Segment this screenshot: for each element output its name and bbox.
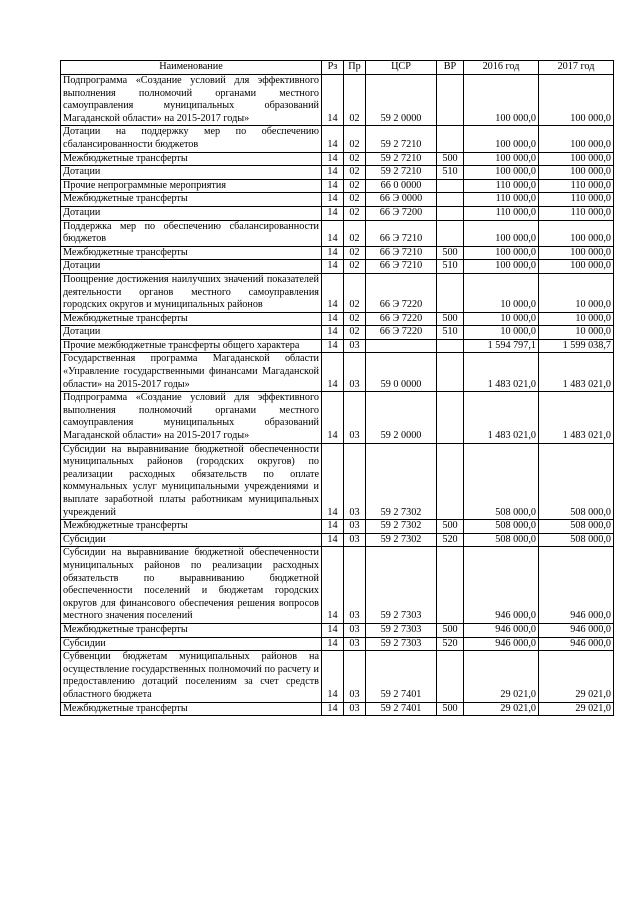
cell-2016: 110 000,0 [464,206,539,220]
cell-rz: 14 [322,623,344,637]
table-row [61,326,614,340]
cell-rz: 14 [322,75,344,126]
cell-2017: 1 483 021,0 [539,353,614,392]
cell-name: Поощрение достижения наилучших значений показателей деятельности органов местного самоуправления городских округов и муниципальных районов [61,273,322,312]
cell-name: Межбюджетные трансферты [61,623,322,637]
cell-2017: 508 000,0 [539,533,614,547]
cell-name: Межбюджетные трансферты [61,520,322,534]
cell-2016: 946 000,0 [464,637,539,651]
cell-csr: 59 2 7303 [366,637,437,651]
cell-vr [437,75,464,126]
cell-rz: 14 [322,220,344,246]
cell-2017: 10 000,0 [539,312,614,326]
table-row [61,193,614,207]
cell-rz: 14 [322,520,344,534]
cell-csr: 59 2 7210 [366,126,437,152]
table-row [61,246,614,260]
cell-2017: 110 000,0 [539,193,614,207]
cell-vr: 500 [437,246,464,260]
cell-csr: 59 2 0000 [366,75,437,126]
cell-rz: 14 [322,637,344,651]
cell-2016: 946 000,0 [464,623,539,637]
cell-pr: 03 [344,533,366,547]
cell-pr: 03 [344,651,366,702]
cell-name: Межбюджетные трансферты [61,193,322,207]
cell-vr: 510 [437,260,464,274]
cell-name: Подпрограмма «Создание условий для эффективного выполнения полномочий органами местного самоуправления муниципальных образований Магаданской области» на 2015-2017 годы» [61,392,322,443]
cell-2016: 29 021,0 [464,651,539,702]
table-row [61,206,614,220]
cell-pr: 02 [344,166,366,180]
cell-2016: 10 000,0 [464,312,539,326]
table-row [61,520,614,534]
table-row [61,637,614,651]
cell-name: Межбюджетные трансферты [61,702,322,716]
cell-2017: 29 021,0 [539,702,614,716]
table-row [61,152,614,166]
cell-vr: 500 [437,702,464,716]
cell-pr: 02 [344,326,366,340]
cell-2017: 110 000,0 [539,179,614,193]
cell-csr: 66 Э 7210 [366,246,437,260]
cell-rz: 14 [322,339,344,353]
cell-pr: 03 [344,547,366,624]
cell-2017: 946 000,0 [539,623,614,637]
cell-2016: 100 000,0 [464,75,539,126]
cell-pr: 03 [344,443,366,520]
cell-2017: 946 000,0 [539,547,614,624]
header-row [61,61,614,75]
cell-rz: 14 [322,193,344,207]
cell-2016: 508 000,0 [464,520,539,534]
cell-vr: 500 [437,520,464,534]
cell-csr: 66 Э 7220 [366,326,437,340]
cell-rz: 14 [322,260,344,274]
cell-name: Дотации [61,260,322,274]
cell-rz: 14 [322,702,344,716]
cell-csr: 59 2 7302 [366,533,437,547]
cell-pr: 02 [344,126,366,152]
cell-2016: 100 000,0 [464,246,539,260]
table-row [61,126,614,152]
cell-rz: 14 [322,547,344,624]
cell-2017: 10 000,0 [539,273,614,312]
cell-vr [437,651,464,702]
cell-rz: 14 [322,533,344,547]
cell-vr [437,220,464,246]
cell-name: Дотации [61,326,322,340]
table-row [61,220,614,246]
cell-rz: 14 [322,273,344,312]
cell-vr [437,339,464,353]
table-row [61,443,614,520]
cell-name: Поддержка мер по обеспечению сбалансированности бюджетов [61,220,322,246]
cell-pr: 02 [344,152,366,166]
cell-name: Межбюджетные трансферты [61,312,322,326]
table-header [61,61,614,75]
cell-name: Субсидии на выравнивание бюджетной обеспеченности муниципальных районов (городских округов) по реализации расходных обязательств по оплате коммунальных услуг муниципальными учреждениями и выплате заработной платы работникам муниципальных учреждений [61,443,322,520]
cell-pr: 03 [344,339,366,353]
cell-name: Субсидии [61,637,322,651]
cell-name: Субсидии на выравнивание бюджетной обеспеченности муниципальных районов по реализации расходных обязательств по выравниванию бюджетной обеспеченности поселений и бюджетам городских округов для финансового обеспечения решения вопросов местного значения поселений [61,547,322,624]
cell-rz: 14 [322,179,344,193]
budget-table [60,60,614,716]
cell-vr [437,179,464,193]
cell-name: Межбюджетные трансферты [61,246,322,260]
cell-csr: 66 Э 7210 [366,260,437,274]
cell-pr: 03 [344,520,366,534]
header-pr: Пр [344,61,366,75]
cell-vr [437,273,464,312]
table-row [61,651,614,702]
cell-name: Межбюджетные трансферты [61,152,322,166]
cell-csr: 59 2 7302 [366,520,437,534]
cell-csr: 66 Э 7220 [366,312,437,326]
cell-2016: 1 483 021,0 [464,353,539,392]
table-row [61,166,614,180]
cell-csr: 59 2 7401 [366,651,437,702]
cell-vr: 520 [437,637,464,651]
cell-vr [437,547,464,624]
cell-2016: 110 000,0 [464,193,539,207]
cell-rz: 14 [322,651,344,702]
table-row [61,547,614,624]
cell-2016: 10 000,0 [464,326,539,340]
cell-2017: 100 000,0 [539,260,614,274]
cell-pr: 02 [344,260,366,274]
table-row [61,533,614,547]
cell-2016: 29 021,0 [464,702,539,716]
cell-pr: 02 [344,206,366,220]
cell-rz: 14 [322,443,344,520]
cell-2016: 100 000,0 [464,152,539,166]
cell-name: Государственная программа Магаданской области «Управление государственными финансами Магаданской области» на 2015-2017 годы» [61,353,322,392]
cell-name: Дотации на поддержку мер по обеспечению сбалансированности бюджетов [61,126,322,152]
cell-pr: 02 [344,193,366,207]
cell-name: Субсидии [61,533,322,547]
cell-csr: 59 2 7303 [366,623,437,637]
cell-csr: 59 2 7302 [366,443,437,520]
cell-pr: 02 [344,246,366,260]
header-2016: 2016 год [464,61,539,75]
cell-csr: 66 Э 7200 [366,206,437,220]
cell-rz: 14 [322,166,344,180]
header-vr: ВР [437,61,464,75]
cell-vr: 500 [437,152,464,166]
cell-csr [366,339,437,353]
header-rz: Рз [322,61,344,75]
cell-2017: 946 000,0 [539,637,614,651]
cell-2017: 100 000,0 [539,126,614,152]
cell-pr: 03 [344,637,366,651]
cell-2017: 100 000,0 [539,220,614,246]
cell-csr: 66 Э 7210 [366,220,437,246]
cell-2016: 508 000,0 [464,533,539,547]
cell-pr: 02 [344,220,366,246]
cell-rz: 14 [322,206,344,220]
table-row [61,353,614,392]
cell-2016: 100 000,0 [464,126,539,152]
cell-2017: 1 483 021,0 [539,392,614,443]
table-row [61,260,614,274]
cell-2016: 110 000,0 [464,179,539,193]
cell-2017: 508 000,0 [539,520,614,534]
header-csr: ЦСР [366,61,437,75]
cell-vr: 500 [437,312,464,326]
cell-name: Дотации [61,206,322,220]
cell-csr: 59 2 7401 [366,702,437,716]
cell-2016: 100 000,0 [464,220,539,246]
cell-pr: 03 [344,353,366,392]
cell-vr: 510 [437,326,464,340]
cell-name: Дотации [61,166,322,180]
cell-rz: 14 [322,392,344,443]
cell-name: Прочие межбюджетные трансферты общего характера [61,339,322,353]
cell-vr [437,392,464,443]
cell-2016: 10 000,0 [464,273,539,312]
cell-pr: 02 [344,179,366,193]
cell-2016: 1 594 797,1 [464,339,539,353]
cell-name: Подпрограмма «Создание условий для эффективного выполнения полномочий органами местного самоуправления муниципальных образований Магаданской области» на 2015-2017 годы» [61,75,322,126]
cell-vr: 520 [437,533,464,547]
cell-csr: 66 Э 0000 [366,193,437,207]
cell-pr: 03 [344,392,366,443]
cell-2017: 110 000,0 [539,206,614,220]
cell-2016: 946 000,0 [464,547,539,624]
table-body [61,75,614,716]
cell-2017: 10 000,0 [539,326,614,340]
cell-csr: 59 2 7303 [366,547,437,624]
table-row [61,339,614,353]
cell-2017: 508 000,0 [539,443,614,520]
cell-vr [437,353,464,392]
cell-2017: 100 000,0 [539,166,614,180]
cell-csr: 59 2 7210 [366,152,437,166]
cell-rz: 14 [322,126,344,152]
cell-vr [437,126,464,152]
cell-vr [437,206,464,220]
cell-2017: 100 000,0 [539,246,614,260]
cell-pr: 02 [344,273,366,312]
cell-name: Прочие непрограммные мероприятия [61,179,322,193]
cell-rz: 14 [322,246,344,260]
table-row [61,312,614,326]
cell-csr: 66 0 0000 [366,179,437,193]
cell-vr: 500 [437,623,464,637]
cell-2017: 1 599 038,7 [539,339,614,353]
cell-2016: 100 000,0 [464,166,539,180]
header-name: Наименование [61,61,322,75]
cell-vr [437,443,464,520]
cell-rz: 14 [322,326,344,340]
cell-2017: 100 000,0 [539,152,614,166]
cell-pr: 02 [344,75,366,126]
cell-vr [437,193,464,207]
cell-csr: 59 2 0000 [366,392,437,443]
cell-2016: 1 483 021,0 [464,392,539,443]
header-2017: 2017 год [539,61,614,75]
cell-rz: 14 [322,152,344,166]
cell-2016: 100 000,0 [464,260,539,274]
table-row [61,623,614,637]
cell-2017: 100 000,0 [539,75,614,126]
cell-name: Субвенции бюджетам муниципальных районов на осуществление государственных полномочий по расчету и предоставлению дотаций поселениям за счет средств областного бюджета [61,651,322,702]
table-row [61,273,614,312]
cell-rz: 14 [322,353,344,392]
table-row [61,179,614,193]
cell-vr: 510 [437,166,464,180]
cell-pr: 03 [344,623,366,637]
table-row [61,75,614,126]
table-row [61,702,614,716]
cell-csr: 59 2 7210 [366,166,437,180]
cell-pr: 02 [344,312,366,326]
cell-rz: 14 [322,312,344,326]
cell-csr: 66 Э 7220 [366,273,437,312]
cell-csr: 59 0 0000 [366,353,437,392]
cell-2016: 508 000,0 [464,443,539,520]
cell-2017: 29 021,0 [539,651,614,702]
cell-pr: 03 [344,702,366,716]
table-row [61,392,614,443]
